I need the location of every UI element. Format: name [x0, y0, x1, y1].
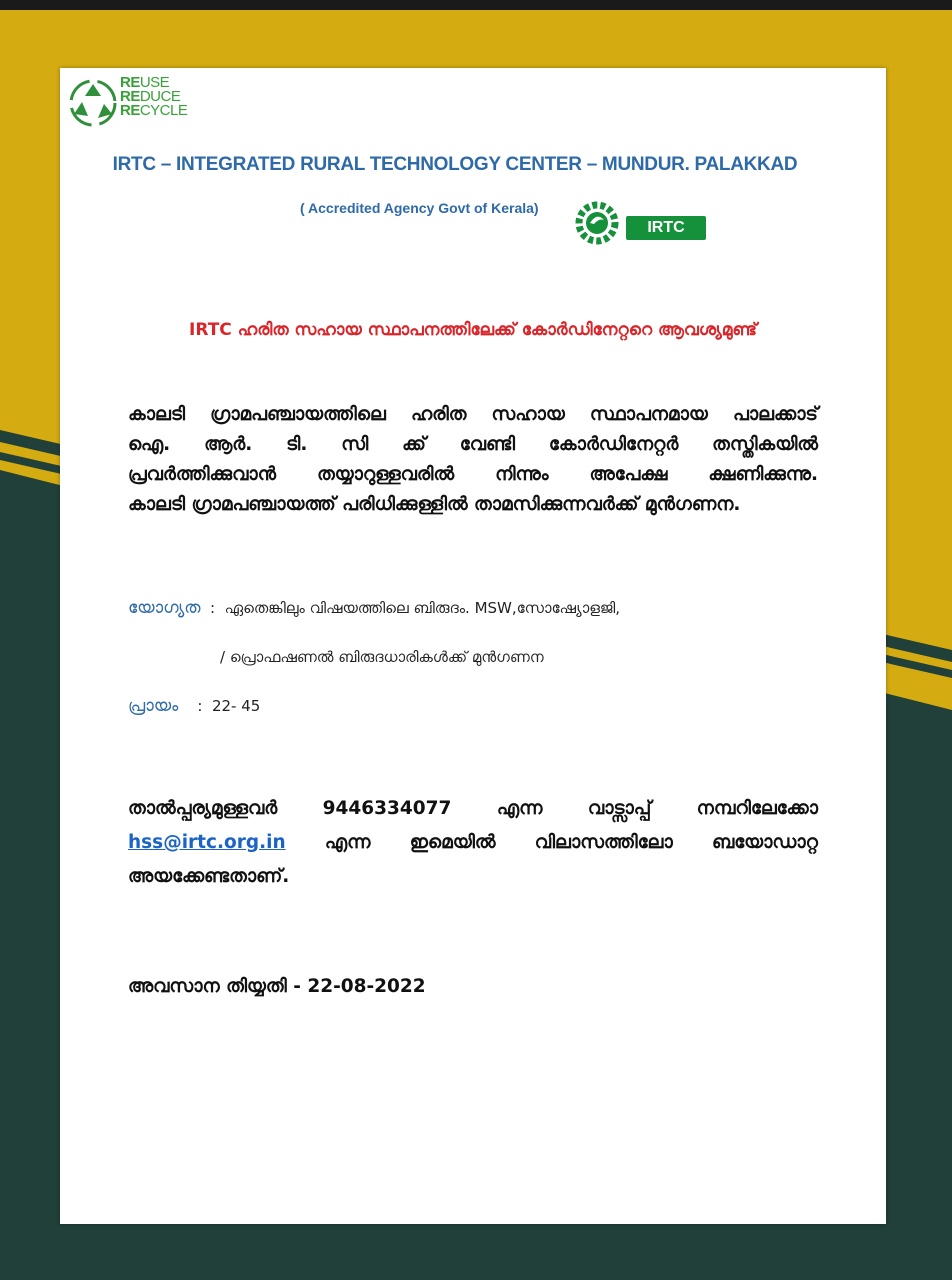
organization-subtitle: ( Accredited Agency Govt of Kerala): [300, 200, 539, 216]
job-description: [128, 400, 818, 520]
deadline: അവസാന തിയ്യതി - 22-08-2022: [128, 976, 426, 997]
age-label: പ്രായം: [128, 696, 179, 716]
qualification-value-continued: / പ്രൊഫഷണൽ ബിരുദധാരികൾക്ക് മുൻഗണന: [220, 648, 544, 666]
contact-line: താൽപ്പര്യമുള്ളവർ 9446334077 എന്ന വാട്സാപ്പ് നമ്പറിലേക്കോ: [128, 798, 818, 819]
qualification-separator: :: [210, 599, 216, 617]
contact-line-text: എന്ന ഇമെയിൽ വിലാസത്തിലോ ബയോഡാറ്റ: [324, 832, 818, 853]
email-link[interactable]: hss@irtc.org.in: [128, 832, 286, 853]
age-value: 22- 45: [211, 697, 261, 715]
age-separator: :: [197, 697, 203, 715]
qualification-value: ഏതെങ്കിലും വിഷയത്തിലെ ബിരുദം. MSW,സോഷ്യോളജി,: [224, 599, 620, 617]
age-row: [128, 696, 260, 716]
contact-instructions: [128, 792, 818, 894]
description-line: ഐ. ആർ. ടി. സി ക്ക് വേണ്ടി കോർഡിനേറ്റർ തസ്തികയിൽ: [128, 434, 818, 455]
qualification-label: യോഗ്യത: [128, 598, 201, 618]
contact-line: [128, 826, 818, 860]
description-line: പ്രവർത്തിക്കുവാൻ തയ്യാറുള്ളവരിൽ നിന്നും അപേക്ഷ ക്ഷണിക്കുന്നു.: [128, 464, 818, 485]
reuse-reduce-recycle-logo: REUSE REDUCE RECYCLE: [120, 74, 188, 119]
description-line: കാലടി ഗ്രാമപഞ്ചായത്തിലെ ഹരിത സഹായ സ്ഥാപനമായ പാലക്കാട്: [128, 404, 818, 425]
irtc-gear-icon: [572, 198, 622, 248]
irtc-badge: IRTC: [626, 216, 706, 240]
description-line: കാലടി ഗ്രാമപഞ്ചായത്ത് പരിധിക്കുള്ളിൽ താമസിക്കുന്നവർക്ക് മുൻഗണന.: [128, 494, 741, 515]
contact-line: അയക്കേണ്ടതാണ്.: [128, 866, 290, 887]
organization-title: IRTC – INTEGRATED RURAL TECHNOLOGY CENTER – MUNDUR. PALAKKAD: [112, 154, 798, 175]
job-headline: IRTC ഹരിത സഹായ സ്ഥാപനത്തിലേക്ക് കോർഡിനേറ്ററെ ആവശ്യമുണ്ട്: [189, 320, 757, 340]
qualification-row: [128, 598, 620, 618]
recycle-icon: [68, 78, 118, 128]
notice-card: [60, 68, 886, 1224]
